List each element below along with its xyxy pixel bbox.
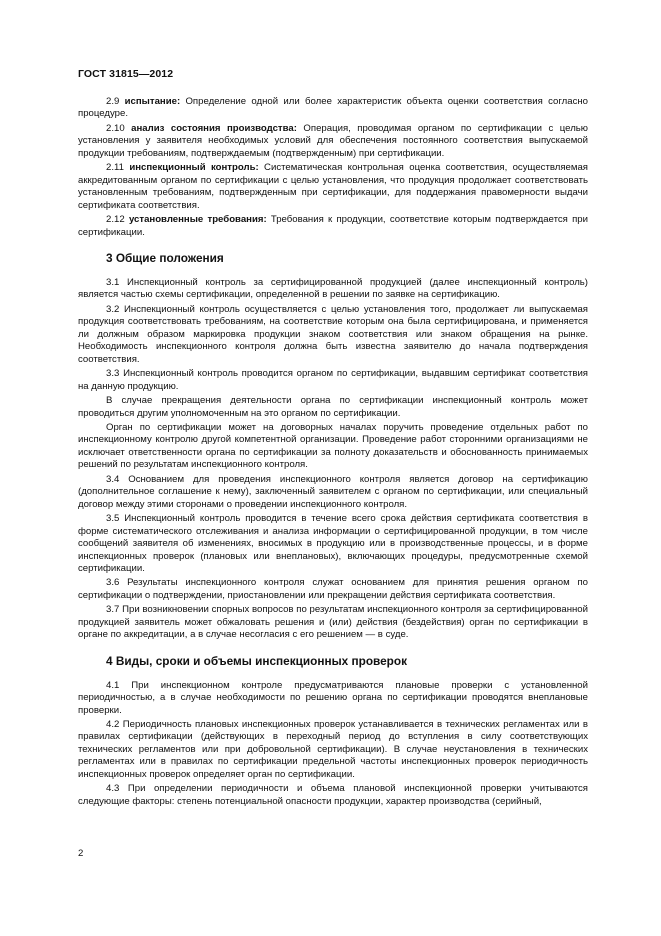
paragraph-3-2: 3.2 Инспекционный контроль осуществляется с целью установления того, продолжает ли выпускаемая продукция соответствовать требованиям, на соответствие которым она была сертифицирована, и применяется ли должным образом маркировка продукции знаком соответствия или знаком обращения на рынке. Необходимость инспекционного контроля должна быть известна заявителю до начала подтверждения соответствия.: [78, 303, 588, 365]
term-2-12: 2.12 установленные требования: Требования к продукции, соответствие которым подтверждается при сертификации.: [78, 214, 588, 238]
section-4-heading: 4 Виды, сроки и объемы инспекционных проверок: [106, 653, 407, 668]
page-body: [78, 96, 588, 808]
paragraph-4-1: 4.1 При инспекционном контроле предусматриваются плановые проверки с установленной периодичностью, а в случае необходимости по решению органа по сертификации проводятся внеплановые проверки.: [78, 679, 588, 716]
term-title: испытание:: [124, 96, 181, 107]
paragraph-3-7: 3.7 При возникновении спорных вопросов по результатам инспекционного контроля за сертифицированной продукцией заявитель может обжаловать решения и (или) действия (бездействия) орган по сертификации в органе по аккредитации, а в случае несогласия с его решением — в суде.: [78, 604, 588, 641]
term-2-9: 2.9 испытание: Определение одной или более характеристик объекта оценки соответствия согласно процедуре.: [78, 96, 589, 120]
term-2-11: 2.11 инспекционный контроль: Систематическая контрольная оценка соответствия, осуществляемая аккредитованным органом по сертификации с целью установления, что продукция продолжает соответствовать установленным требованиям, подтвержденным при сертификации, для поддержания правомерности выдачи сертификата соответствия.: [78, 162, 588, 211]
paragraph-4-3: 4.3 При определении периодичности и объема плановой инспекционной проверки учитываются следующие факторы: степень потенциальной опасности продукции, характер производства (серийный,: [78, 783, 588, 807]
paragraph-3-4: 3.4 Основанием для проведения инспекционного контроля является договор на сертификацию (дополнительное соглашение к нему), заключенный заявителем с органом по сертификации, или специальный договор между этими сторонами о проведении инспекционного контроля.: [78, 473, 588, 510]
paragraph-3-3-a: В случае прекращения деятельности органа по сертификации инспекционный контроль может проводиться другим уполномоченным на это органом по сертификации.: [78, 395, 588, 419]
term-title: инспекционный контроль:: [129, 162, 259, 174]
paragraph-4-2: 4.2 Периодичность плановых инспекционных проверок устанавливается в технических регламентах или в правилах сертификации (действующих в переходный период до вступления в силу соответствующих технических регламентов или при добровольной сертификации). В случае неустановления в технических регламентах или в правилах по сертификации предельной частоты инспекционных проверок периодичность инспекционных проверок определяет орган по сертификации.: [78, 719, 588, 780]
paragraph-3-5: 3.5 Инспекционный контроль проводится в течение всего срока действия сертификата соответствия в форме систематического отслеживания и анализа информации о сертифицированной продукции, в том числе сообщений заявителя об изменениях, вносимых в продукцию или в производственные процессы, и в форме инспекционных проверок (плановых или внеплановых), включающих процедуры, предусмотренные схемой сертификации.: [78, 513, 588, 574]
paragraph-3-3: 3.3 Инспекционный контроль проводится органом по сертификации, выдавшим сертификат соответствия на данную продукцию.: [78, 368, 588, 392]
term-title: установленные требования:: [128, 214, 267, 226]
paragraph-3-1: 3.1 Инспекционный контроль за сертифицированной продукцией (далее инспекционный контроль) является частью схемы сертификации, определенной в решении по заявке на сертификацию.: [78, 276, 588, 301]
term-2-10: 2.10 анализ состояния производства: Операция, проводимая органом по сертификации с целью установления у заявителя необходимых условий для обеспечения постоянного соответствия выпускаемой продукции требованиям, подтверждаемым (подтвержденным) при сертификации.: [78, 122, 588, 159]
paragraph-3-6: 3.6 Результаты инспекционного контроля служат основанием для принятия решения органом по сертификации о подтверждении, приостановлении или прекращении действия сертификата соответствия.: [78, 577, 588, 601]
section-3-heading: 3 Общие положения: [106, 250, 224, 265]
standard-header: ГОСТ 31815—2012: [78, 68, 174, 80]
page-number: 2: [78, 848, 84, 859]
paragraph-3-3-b: Орган по сертификации может на договорных началах поручить проведение отдельных работ по инспекционному контролю другой компетентной организации. Проведение работ сторонними организациями не исключает ответственности органа по сертификации за полноту доказательств и обоснованность принимаемых решений по результатам инспекционного контроля.: [78, 421, 588, 471]
term-title: анализ состояния производства:: [131, 122, 297, 134]
